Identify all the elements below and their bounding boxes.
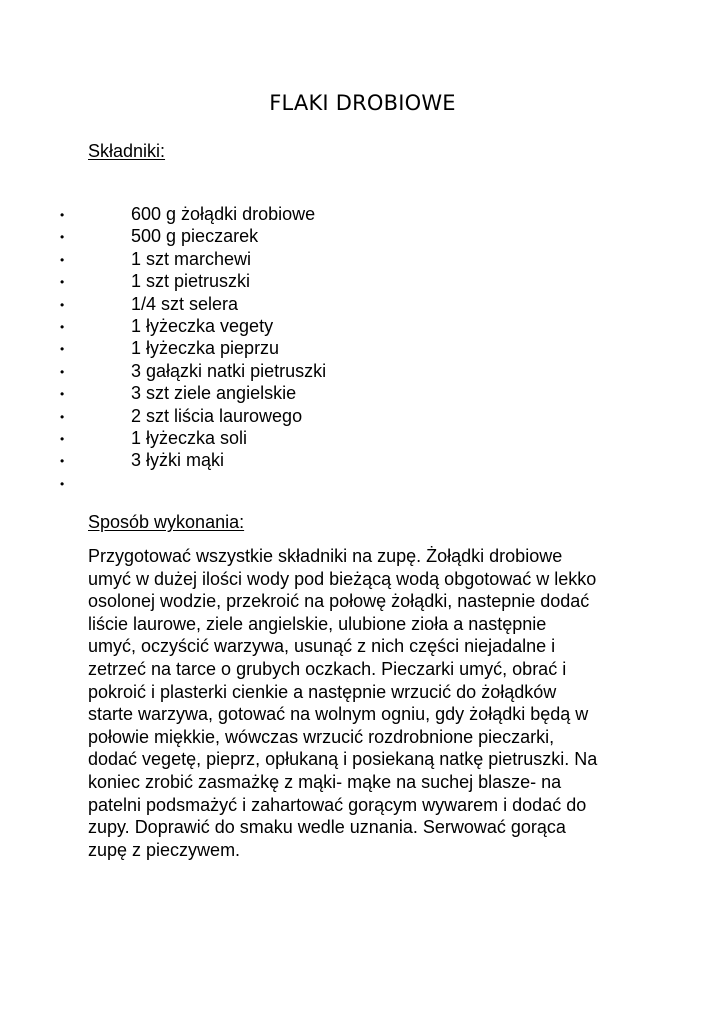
method-line: koniec zrobić zasmażkę z mąki- mąke na suchej blasze- na: [88, 771, 562, 792]
bullet-icon: •: [60, 319, 65, 334]
ingredient-text: 1 łyżeczka soli: [131, 427, 248, 448]
ingredient-text: 3 łyżki mąki: [131, 450, 225, 471]
ingredient-item: [0, 337, 725, 359]
method-line: zetrzeć na tarce o grubych oczkach. Pieczarki umyć, obrać i: [88, 658, 567, 679]
method-line: liście laurowe, ziele angielskie, ulubione zioła a następnie: [88, 613, 547, 634]
method-line: umyć w dużej ilości wody pod bieżącą wodą obgotować w lekko: [88, 568, 597, 589]
ingredient-item: [0, 449, 725, 471]
bullet-icon: •: [60, 208, 65, 222]
method-line: patelni podsmażyć i zahartować gorącym wywarem i dodać do: [88, 794, 587, 815]
ingredient-item: [0, 427, 725, 449]
ingredient-text: 3 gałązki natki pietruszki: [131, 360, 327, 381]
bullet-icon: •: [60, 476, 65, 491]
ingredient-text: 3 szt ziele angielskie: [131, 383, 297, 404]
bullet-icon: •: [60, 297, 65, 312]
ingredient-text: 500 g pieczarek: [131, 226, 259, 247]
ingredient-text: 1 łyżeczka pieprzu: [131, 338, 280, 359]
method-line: umyć, oczyścić warzywa, usunąć z nich części niejadalne i: [88, 636, 556, 657]
ingredient-text: 1 szt pietruszki: [131, 271, 251, 292]
bullet-icon: •: [60, 230, 65, 245]
ingredients-heading: Składniki:: [88, 141, 166, 161]
method-heading: Sposób wykonania:: [88, 512, 245, 532]
method-line: starte warzywa, gotować na wolnym ogniu, gdy żołądki będą w: [88, 704, 589, 725]
ingredient-item: [0, 225, 725, 247]
bullet-icon: •: [60, 409, 65, 424]
ingredient-item: [0, 270, 725, 292]
ingredients-list: [0, 203, 725, 494]
method-line: Przygotować wszystkie składniki na zupę. Żołądki drobiowe: [88, 546, 563, 566]
ingredient-item: [0, 472, 725, 494]
ingredient-item: [0, 203, 725, 225]
ingredient-item: [0, 360, 725, 382]
method-paragraph: [88, 545, 648, 861]
bullet-icon: •: [60, 454, 65, 469]
ingredient-text: 2 szt liścia laurowego: [131, 405, 303, 426]
method-line: zupy. Doprawić do smaku wedle uznania. Serwować gorąca: [88, 817, 566, 838]
ingredient-text: 1/4 szt selera: [131, 293, 239, 314]
ingredient-text: 600 g żołądki drobiowe: [131, 204, 316, 224]
ingredient-item: [0, 405, 725, 427]
ingredient-text: 1 łyżeczka vegety: [131, 315, 274, 336]
ingredient-item: [0, 382, 725, 404]
bullet-icon: •: [60, 387, 65, 402]
recipe-title: FLAKI DROBIOWE: [269, 91, 456, 115]
bullet-icon: •: [60, 275, 65, 290]
method-line: dodać vegetę, pieprz, opłukaną i posiekaną natkę pietruszki. Na: [88, 749, 598, 770]
bullet-icon: •: [60, 342, 65, 357]
method-line: osolonej wodzie, przekroić na połowę żołądki, nastepnie dodać: [88, 591, 590, 612]
ingredient-item: [0, 293, 725, 315]
ingredient-text: 1 szt marchewi: [131, 248, 252, 269]
method-line: pokroić i plasterki cienkie a następnie wrzucić do żołądków: [88, 681, 557, 702]
bullet-icon: •: [60, 364, 65, 379]
ingredient-item: [0, 315, 725, 337]
method-line: połowie miękkie, wówczas wrzucić rozdrobnione pieczarki,: [88, 726, 555, 747]
method-line: zupę z pieczywem.: [88, 839, 241, 860]
bullet-icon: •: [60, 252, 65, 267]
bullet-icon: •: [60, 431, 65, 446]
ingredient-item: [0, 248, 725, 270]
